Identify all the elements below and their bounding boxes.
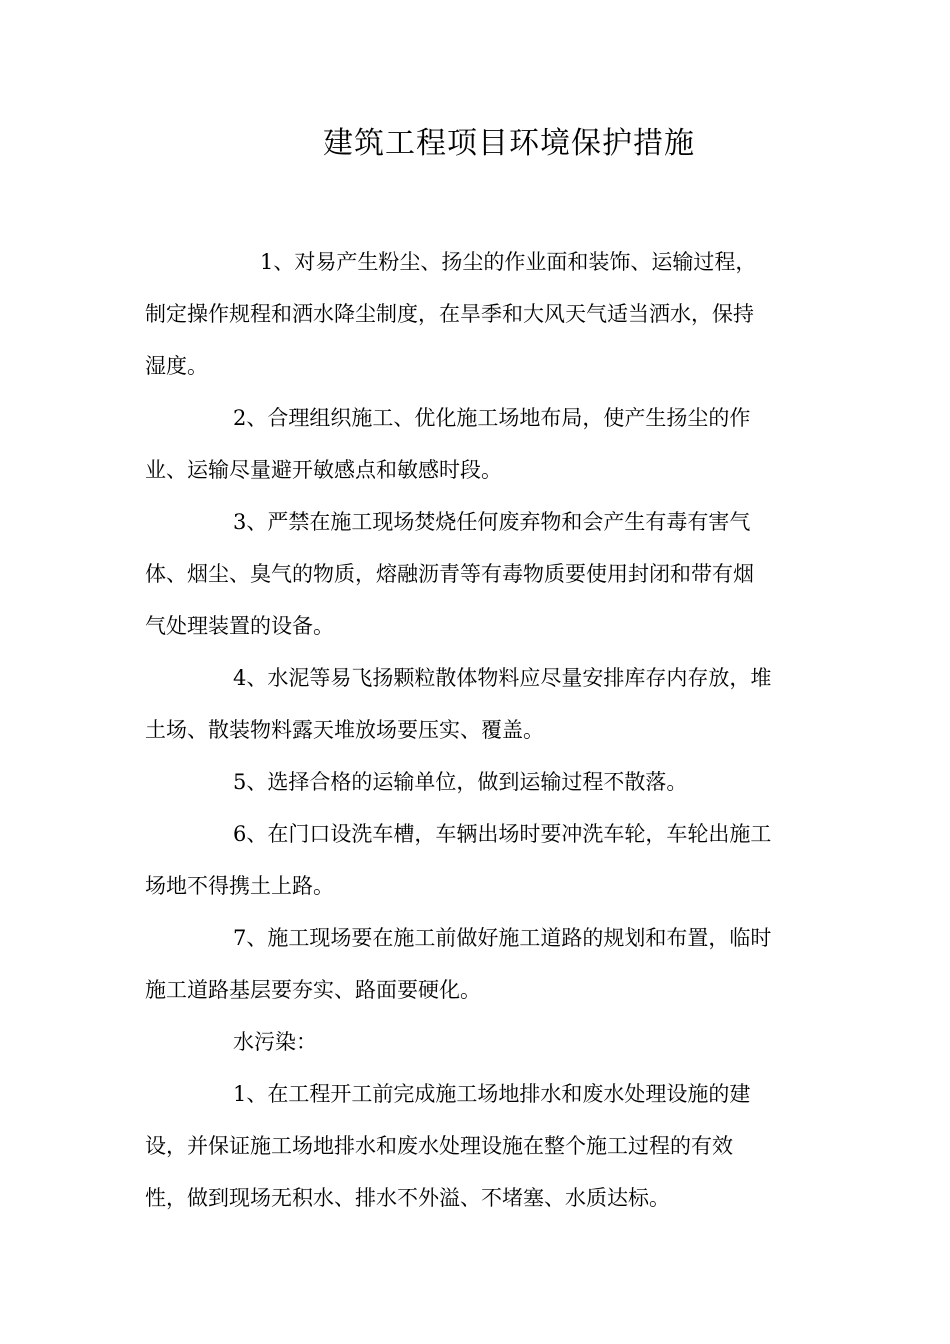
section-heading: 水污染： bbox=[233, 1030, 317, 1054]
paragraph-6 bbox=[145, 808, 805, 912]
paragraph-line: 体、烟尘、臭气的物质，熔融沥青等有毒物质要使用封闭和带有烟 bbox=[145, 562, 754, 586]
paragraph-line: 施工道路基层要夯实、路面要硬化。 bbox=[145, 978, 481, 1002]
paragraph-line: 业、运输尽量避开敏感点和敏感时段。 bbox=[145, 458, 502, 482]
paragraph-5 bbox=[145, 756, 805, 808]
paragraph-7 bbox=[145, 912, 805, 1016]
paragraph-line: 1、在工程开工前完成施工场地排水和废水处理设施的建 bbox=[233, 1082, 751, 1106]
paragraph-line: 设，并保证施工场地排水和废水处理设施在整个施工过程的有效 bbox=[145, 1134, 733, 1158]
paragraph-line: 5、选择合格的运输单位，做到运输过程不散落。 bbox=[233, 770, 688, 794]
paragraph-line: 1、对易产生粉尘、扬尘的作业面和装饰、运输过程， bbox=[260, 250, 757, 274]
paragraph-line: 性，做到现场无积水、排水不外溢、不堵塞、水质达标。 bbox=[145, 1186, 670, 1210]
paragraph-line: 3、严禁在施工现场焚烧任何废弃物和会产生有毒有害气 bbox=[233, 510, 751, 534]
paragraph-line: 制定操作规程和洒水降尘制度，在旱季和大风天气适当洒水，保持 bbox=[145, 302, 754, 326]
paragraph-line: 4、水泥等易飞扬颗粒散体物料应尽量安排库存内存放，堆 bbox=[233, 666, 772, 690]
paragraph-4 bbox=[145, 652, 805, 756]
paragraph-2 bbox=[145, 392, 805, 496]
paragraph-line: 6、在门口设洗车槽，车辆出场时要冲洗车轮，车轮出施工 bbox=[233, 822, 772, 846]
paragraph-line: 2、合理组织施工、优化施工场地布局，使产生扬尘的作 bbox=[233, 406, 751, 430]
paragraph-line: 气处理装置的设备。 bbox=[145, 614, 334, 638]
paragraph-line: 场地不得携土上路。 bbox=[145, 874, 334, 898]
paragraph-line: 7、施工现场要在施工前做好施工道路的规划和布置，临时 bbox=[233, 926, 772, 950]
paragraph-8 bbox=[145, 1068, 805, 1224]
paragraph-3 bbox=[145, 496, 805, 652]
document-body bbox=[145, 236, 805, 1224]
paragraph-line: 土场、散装物料露天堆放场要压实、覆盖。 bbox=[145, 718, 544, 742]
paragraph-1 bbox=[145, 236, 805, 392]
paragraph-line: 湿度。 bbox=[145, 354, 208, 378]
document-title: 建筑工程项目环境保护措施 bbox=[323, 126, 695, 161]
section-heading-water-pollution bbox=[145, 1016, 805, 1068]
